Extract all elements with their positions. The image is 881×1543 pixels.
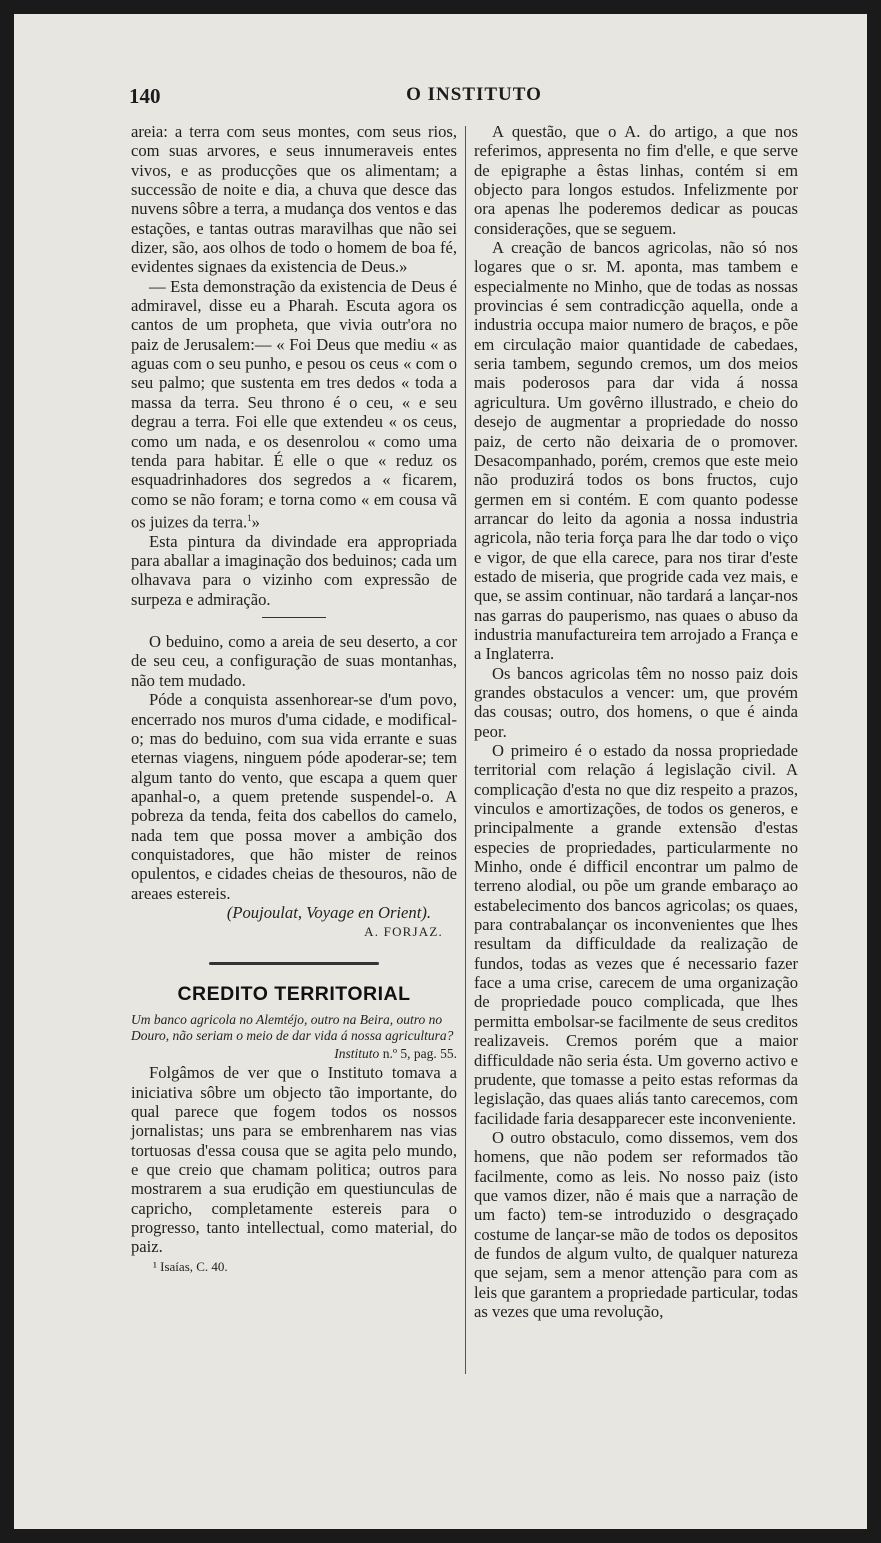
paragraph: Folgâmos de ver que o Instituto tomava a iniciativa sôbre um objecto tão importante, do qual parece que fogem todos os nossos jornalistas; uns para se embrenharem nas vias tortuosas d'essa cousa que se agita pelo mundo, e que creio que chamam politica; outros para mostrarem a sua erudição em questiunculas de capricho, completamente estereis para o progresso, tanto intellectual, como material, do paiz. — [131, 1063, 457, 1257]
paragraph: areia: a terra com seus montes, com seus rios, com suas arvores, e seus innumeraveis entes vivos, e as producções que os alimentam; a successão de noite e dia, a chuva que desce das nuvens sôbre a terra, a mudança dos ventos e das estações, e tantas outras maravilhas que não sei dizer, são, aos olhos de todo o homem de boa fé, evidentes signaes da existencia de Deus.» — [131, 122, 457, 277]
paragraph: Póde a conquista assenhorear-se d'um povo, encerrado nos muros d'uma cidade, e modifical-o; mas do beduino, com sua vida errante e suas eternas viagens, ninguem póde apoderar-se; tem algum tanto do vento, que escapa a quem quer apanhal-o, a quem pretende suspendel-o. A pobreza da tenda, feita dos cabellos do camelo, nada tem que possa mover a ambição dos conquistadores, que hão mister de reinos opulentos, e cidades cheias de thesouros, não de areaes estereis. — [131, 690, 457, 903]
footnote-mark: 1 — [247, 512, 252, 523]
paragraph-text: — Esta demonstração da existencia de Deus é admiravel, disse eu a Pharah. Escuta agora os cantos de um propheta, que vivia outr'ora no paiz de Jerusalem:— « Foi Deus que mediu « as aguas com o seu punho, e pesou os ceus « com o seu palmo; que sustenta em tres dedos « toda a massa da terra. Seu throno é o ceu, « e seu degrau a terra. Foi elle que extendeu « os ceus, como um nada, e os desenrolou « como uma tenda para habitar. É elle o que « reduz os esquadrinhadores dos segredos a « ficarem, como se não foram; e torna como « em cousa vã os juizes da terra. — [131, 276, 457, 532]
newspaper-page — [14, 14, 867, 1529]
page-header — [129, 84, 819, 118]
paragraph: A questão, que o A. do artigo, a que nos referimos, appresenta no fim d'elle, e que serve de epigraphe a êstas linhas, contém si em objecto para longos estudos. Infelizmente por ora apenas lhe poderemos dedicar as poucas considerações, que se seguem. — [474, 122, 798, 238]
article-divider — [209, 962, 379, 965]
section-divider — [262, 617, 326, 618]
running-title: O INSTITUTO — [406, 84, 542, 105]
author-signature: A. FORJAZ. — [364, 924, 443, 940]
paragraph: A creação de bancos agricolas, não só nos logares que o sr. M. aponta, mas tambem e especialmente no Minho, que de todas as nossas provincias é sem contradicção aquella, onde a industria occupa maior numero de braços, e põe em circulação maior quantidade de cabedaes, seria tambem, segundo cremos, um dos meios mais poderosos para dar vida á nossa agricultura. Um govêrno illustrado, e cheio do desejo de augmentar a propriedade do nosso paiz, de certo não deixaria de o promover. Desacompanhado, porém, cremos que este meio não produzirá todos os bons fructos, cujo germen em si contém. E com quanto podesse arrancar do leito da agonia a nossa industria agricola, não teria força para lhe dar todo o viço e vigor, de que ella carece, para nos tirar d'este estado de miseria, que progride cada vez mais, e que, se assim continuar, não tardará a lançar-nos nas garras do pauperismo, nas quaes o abuso da industria manufactureira tem arrojado a França e a Inglaterra. — [474, 238, 798, 664]
right-column — [474, 122, 798, 1321]
column-divider — [465, 126, 466, 1374]
paragraph-with-footnote — [131, 277, 457, 532]
footnote: ¹ Isaías, C. 40. — [153, 1258, 228, 1274]
section-title: CREDITO TERRITORIAL — [177, 982, 411, 1005]
paragraph: O primeiro é o estado da nossa propriedade territorial com relação á legislação civil. A complicação d'esta no que diz respeito a prazos, vinculos e amortizações, de todos os generos, e principalmente a grande extensão d'estas especies de propriedades, particularmente no Minho, onde é difficil encontrar um palmo de terreno alodial, ou põe um grande embaraço ao estabelecimento dos bancos agricolas; os quaes, para contrabalançar os inconvenientes que lhes resultam da difficuldade da realização de fundos, todas as vezes que é necessario fazer face a uma crise, carecem de uma organização de propriedade pouco complicada, que lhes permitta embolsar-se facilmente de seus creditos realizaveis. Cremos porém que a maior difficuldade não seria ésta. Um governo activo e prudente, que tomasse a peito estas reformas da legislação, das quaes aliás tanto carecemos, com facilidade faria desapparecer este inconveniente. — [474, 741, 798, 1128]
citation: (Poujoulat, Voyage en Orient). — [226, 902, 431, 922]
left-column — [131, 122, 457, 1276]
paragraph: O beduino, como a areia de seu deserto, a cor de seu ceu, a configuração de suas montanhas, não tem mudado. — [131, 632, 457, 690]
epigraph-reference — [131, 1044, 457, 1063]
paragraph: Esta pintura da divindade era appropriada para aballar a imaginação dos beduinos; cada um olhavava para o vizinho com expressão de surpeza e admiração. — [131, 531, 457, 609]
paragraph: Os bancos agricolas têm no nosso paiz dois grandes obstaculos a vencer: um, que provém das cousas; outro, dos homens, o que é ainda peor. — [474, 663, 798, 741]
epigraph-source: Instituto — [334, 1045, 380, 1061]
page-number: 140 — [129, 84, 161, 108]
epigraph-location: n.º 5, pag. 55. — [379, 1045, 457, 1061]
closing-quote: » — [251, 512, 260, 532]
paragraph: O outro obstaculo, como dissemos, vem dos homens, que não podem ser reformados tão facilmente, como as leis. No nosso paiz (isto que vamos dizer, não é mais que a narração de um facto) tem-se introduzido o desgraçado costume de lançar-se mão de todos os depositos de fundos de algum vulto, de qualquer natureza que sejam, sem a menor attenção para com as leis que garantem a propriedade particular, todas as vezes que uma revolução, — [474, 1127, 798, 1321]
epigraph: Um banco agricola no Alemtéjo, outro na Beira, outro no Douro, não seriam o meio de dar vida á nossa agricultura? — [131, 1011, 454, 1043]
